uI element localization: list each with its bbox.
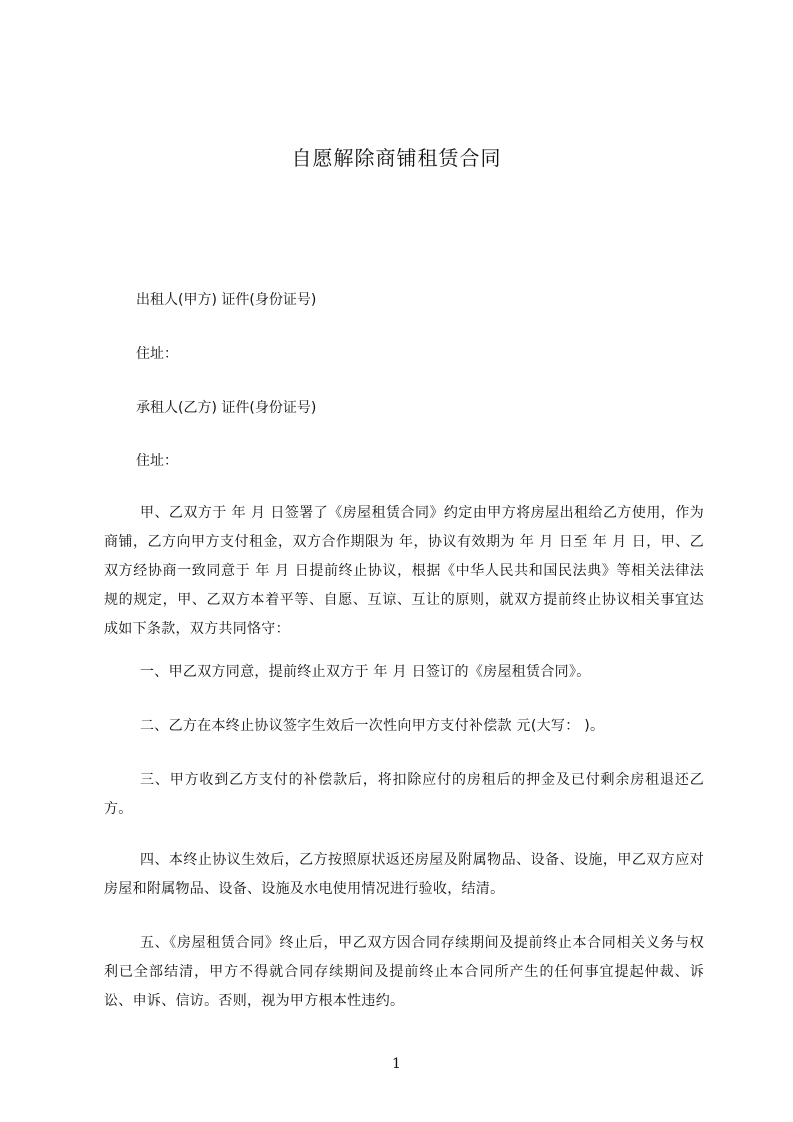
clause-4: 四、本终止协议生效后，乙方按照原状返还房屋及附属物品、设备、设施，甲乙双方应对房屋和附属物品、设备、设施及水电使用情况进行验收，结清。 bbox=[104, 852, 704, 897]
lessor-line: 出租人(甲方) 证件(身份证号) bbox=[136, 292, 317, 308]
clause-3: 三、甲方收到乙方支付的补偿款后，将扣除应付的房租后的押金及已付剩余房租退还乙方。 bbox=[104, 772, 704, 817]
lessee-address: 住址： bbox=[136, 453, 178, 469]
lessee-line: 承租人(乙方) 证件(身份证号) bbox=[136, 400, 317, 416]
lessor-address: 住址： bbox=[136, 346, 178, 362]
document-title: 自愿解除商铺租赁合同 bbox=[291, 146, 502, 170]
clause-1: 一、甲乙双方同意，提前终止双方于 年 月 日签订的《房屋租赁合同》。 bbox=[140, 664, 591, 680]
intro-paragraph: 甲、乙双方于 年 月 日签署了《房屋租赁合同》约定由甲方将房屋出租给乙方使用，作为商铺，乙方向甲方支付租金，双方合作期限为 年，协议有效期为 年 月 日至 年 月 日，甲、乙双方经协商一致同意于 年 月 日提前终止协议，根据《中华人民共和国民法典》等相关法律法规的规定，甲、乙双方本着平等、自愿、互谅、互让的原则，就双方提前终止协议相关事宜达成如下条款，双方共同恪守： bbox=[104, 505, 704, 637]
clause-5: 五、《房屋租赁合同》终止后，甲乙双方因合同存续期间及提前终止本合同相关义务与权利已全部结清，甲方不得就合同存续期间及提前终止本合同所产生的任何事宜提起仲裁、诉讼、申诉、信访。否则，视为甲方根本性违约。 bbox=[104, 935, 704, 1009]
clause-2: 二、乙方在本终止协议签字生效后一次性向甲方支付补偿款 元(大写： )。 bbox=[140, 718, 605, 734]
page-number: 1 bbox=[392, 1056, 401, 1072]
